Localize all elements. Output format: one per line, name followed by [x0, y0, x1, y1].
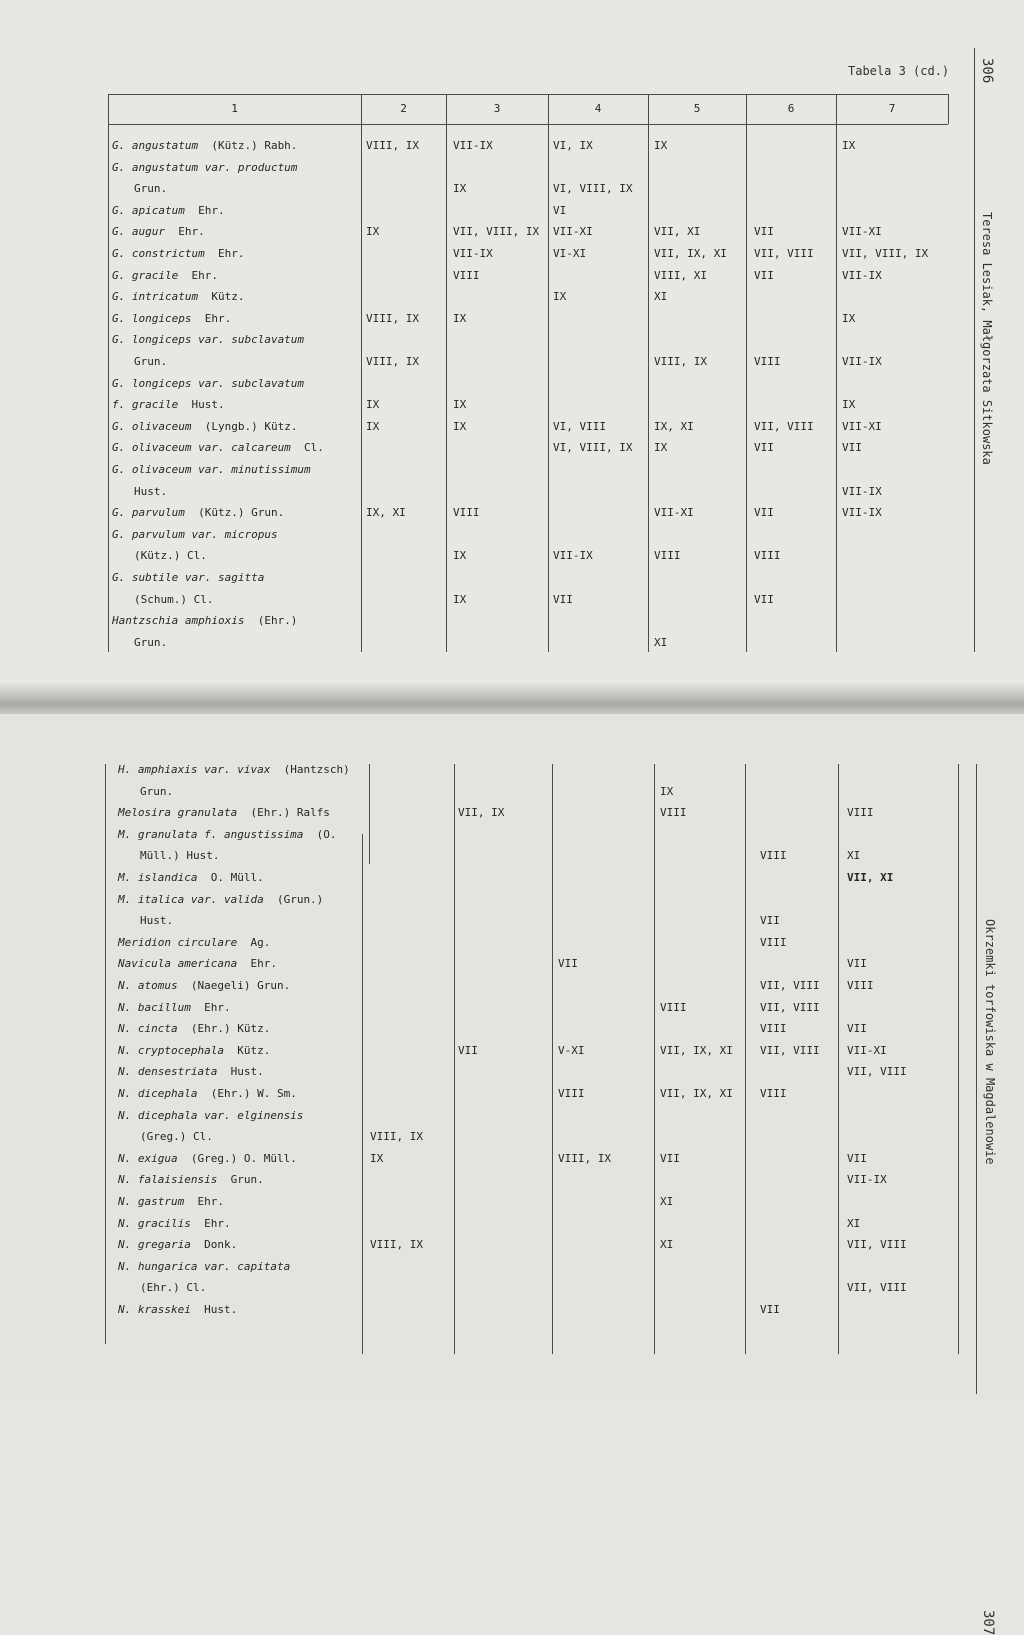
occurrence-cell-col7: VII-XI — [842, 225, 882, 239]
taxon-name: N. bacillum — [118, 1000, 191, 1014]
occurrence-cell-col6: VIII — [754, 549, 781, 563]
taxon-name: N. dicephala — [118, 1087, 198, 1100]
table-row — [0, 590, 1024, 610]
taxon-cell — [118, 1149, 297, 1169]
occurrence-cell-col2: VIII, IX — [370, 1130, 423, 1144]
taxon-author: (Naegeli) Grun. — [177, 979, 291, 992]
taxon-cell — [112, 395, 225, 415]
table-row — [0, 374, 1024, 394]
occurrence-cell-col5: VII, IX, XI — [660, 1043, 733, 1057]
occurrence-cell-col4: VI, VIII — [553, 419, 606, 433]
table-row — [0, 546, 1024, 566]
taxon-author: Müll.) Hust. — [140, 849, 220, 863]
occurrence-cell-col6: VII — [754, 441, 774, 455]
table-row — [0, 1235, 1024, 1255]
taxon-author: Hust. — [190, 1303, 238, 1316]
occurrence-cell-col7: VII — [847, 1022, 867, 1036]
occurrence-cell-col7: IX — [842, 311, 856, 325]
table-row — [0, 438, 1024, 458]
taxon-author: (Hantzsch) — [270, 763, 350, 776]
occurrence-cell-col4: V-XI — [558, 1043, 585, 1057]
occurrence-cell-col3: IX — [453, 311, 467, 325]
occurrence-cell-col7: VII-IX — [842, 506, 882, 520]
taxon-cell — [140, 1278, 206, 1298]
occurrence-cell-col3: VII-IX — [453, 139, 493, 152]
occurrence-cell-col4: VI-XI — [553, 247, 587, 260]
taxon-author: (O. — [303, 827, 337, 841]
occurrence-cell-col6: VII, VIII — [760, 1000, 820, 1014]
taxon-name: G. parvulum var. micropus — [112, 527, 278, 541]
taxon-name: N. gregaria — [118, 1238, 191, 1252]
occurrence-cell-col2: IX — [366, 225, 380, 239]
occurrence-cell-col7: VII-IX — [842, 484, 882, 498]
taxon-author: (Greg.) Cl. — [140, 1130, 213, 1144]
taxon-name: Navicula americana — [118, 957, 238, 971]
occurrence-cell-col7: VII — [847, 957, 867, 971]
taxon-name: N. falaisiensis — [118, 1173, 218, 1187]
occurrence-cell-col6: VII, VIII — [754, 247, 814, 260]
taxon-name: G. augur — [112, 225, 165, 239]
taxon-name: f. gracile — [112, 398, 179, 412]
occurrence-cell-col5: IX — [654, 441, 668, 455]
table-row — [0, 1106, 1024, 1126]
occurrence-cell-col2: IX, XI — [366, 506, 406, 520]
taxon-author: Grun. — [134, 635, 168, 649]
occurrence-cell-col3: IX — [453, 398, 467, 412]
table-row — [0, 136, 1024, 156]
occurrence-cell-col7: VII-IX — [847, 1173, 887, 1187]
taxon-author: (Ehr.) Kütz. — [177, 1022, 271, 1036]
occurrence-cell-col5: XI — [660, 1238, 674, 1252]
taxon-cell — [112, 417, 297, 437]
table-row — [0, 803, 1024, 823]
occurrence-cell-col5: VIII — [654, 549, 681, 563]
taxon-cell — [118, 760, 350, 780]
occurrence-cell-col5: IX, XI — [654, 419, 694, 433]
taxon-cell — [118, 1257, 290, 1277]
table-row — [0, 868, 1024, 888]
taxon-name: N. atomus — [118, 979, 178, 992]
occurrence-cell-col6: VII — [760, 1303, 780, 1316]
taxon-author: Hust. — [178, 398, 225, 412]
taxon-cell — [134, 352, 167, 372]
occurrence-cell-col7: VII, VIII — [847, 1281, 907, 1295]
occurrence-cell-col7: VII-IX — [842, 268, 882, 282]
occurrence-cell-col7: VII, VIII — [847, 1065, 907, 1079]
taxon-author: Ehr. — [178, 268, 218, 282]
occurrence-cell-col4: VIII — [558, 1087, 585, 1100]
taxon-author: Ehr. — [184, 203, 225, 217]
occurrence-cell-col2: VIII, IX — [366, 355, 419, 368]
taxon-cell — [118, 825, 337, 845]
table-row — [0, 417, 1024, 437]
taxon-cell — [112, 611, 297, 631]
taxon-author: Kütz. — [223, 1043, 271, 1057]
taxon-author: Grun. — [140, 784, 174, 798]
taxon-cell — [112, 330, 304, 350]
occurrence-cell-col4: IX — [553, 290, 567, 304]
table-row — [0, 330, 1024, 350]
taxon-author: (Ehr.) — [244, 614, 298, 628]
taxon-author: (Ehr.) Cl. — [140, 1281, 207, 1295]
table-row — [0, 266, 1024, 286]
table-row — [0, 954, 1024, 974]
taxon-author: (Greg.) O. Müll. — [177, 1151, 297, 1165]
header-bottom-rule — [108, 124, 948, 125]
taxon-name: N. cincta — [118, 1022, 178, 1036]
occurrence-cell-col4: VII — [553, 592, 573, 606]
occurrence-cell-col7: VII — [842, 441, 862, 455]
taxon-cell — [118, 868, 264, 888]
table-row — [0, 525, 1024, 545]
taxon-cell — [134, 482, 167, 502]
taxon-cell — [112, 503, 284, 523]
occurrence-cell-col7: VII, VIII — [847, 1238, 907, 1252]
occurrence-cell-col3: IX — [453, 419, 467, 433]
occurrence-cell-col5: VIII, XI — [654, 268, 707, 282]
lower-page — [0, 714, 1024, 1635]
table-row — [0, 782, 1024, 802]
taxon-author: (Ehr.) Ralfs — [237, 806, 330, 820]
table-row — [0, 911, 1024, 931]
taxon-author: Ehr. — [190, 1216, 231, 1230]
taxon-cell — [118, 890, 323, 910]
upper-page — [0, 0, 1024, 690]
taxon-cell — [112, 266, 218, 286]
occurrence-cell-col2: IX — [366, 398, 380, 412]
taxon-author: (Schum.) Cl. — [134, 592, 214, 606]
occurrence-cell-col2: VIII, IX — [366, 311, 419, 325]
table-row — [0, 309, 1024, 329]
occurrence-cell-col7: VII, XI — [847, 871, 894, 884]
column-header-3: 3 — [493, 102, 501, 115]
occurrence-cell-col7: VIII — [847, 979, 874, 992]
table-row — [0, 825, 1024, 845]
occurrence-cell-col5: VIII, IX — [654, 355, 707, 368]
table-row — [0, 633, 1024, 653]
taxon-author: Ehr. — [190, 1000, 231, 1014]
table-row — [0, 1149, 1024, 1169]
taxon-author: (Kütz.) Grun. — [184, 506, 285, 520]
occurrence-cell-col7: VII-XI — [842, 419, 882, 433]
taxon-name: N. exigua — [118, 1151, 178, 1165]
taxon-author: Ehr. — [204, 247, 245, 260]
table-row — [0, 222, 1024, 242]
taxon-author: Ag. — [237, 935, 271, 949]
taxon-name: N. gracilis — [118, 1216, 191, 1230]
taxon-name: G. apicatum — [112, 203, 185, 217]
taxon-cell — [112, 201, 225, 221]
taxon-cell — [118, 1300, 237, 1320]
occurrence-cell-col7: XI — [847, 1216, 861, 1230]
table-row — [0, 179, 1024, 199]
taxon-name: G. parvulum — [112, 506, 185, 520]
taxon-author: Hust. — [140, 914, 174, 928]
taxon-name: Meridion circulare — [118, 935, 238, 949]
taxon-author: Grun. — [134, 182, 168, 196]
occurrence-cell-col3: VII, VIII, IX — [453, 225, 540, 239]
occurrence-cell-col4: VII — [558, 957, 578, 971]
taxon-cell — [112, 374, 304, 394]
taxon-cell — [118, 998, 231, 1018]
occurrence-cell-col3: IX — [453, 549, 467, 563]
occurrence-cell-col3: VII — [458, 1043, 478, 1057]
table-row — [0, 460, 1024, 480]
occurrence-cell-col5: VII, IX, XI — [654, 247, 727, 260]
taxon-cell — [118, 1235, 237, 1255]
column-rule — [948, 94, 949, 124]
taxon-cell — [134, 179, 167, 199]
occurrence-cell-col7: XI — [847, 849, 861, 863]
taxon-cell — [118, 1062, 264, 1082]
table-row — [0, 201, 1024, 221]
table-row — [0, 1300, 1024, 1320]
occurrence-cell-col3: VIII — [453, 506, 480, 520]
occurrence-cell-col3: IX — [453, 592, 467, 606]
column-header-6: 6 — [787, 102, 795, 115]
occurrence-cell-col5: VII — [660, 1151, 680, 1165]
table-row — [0, 287, 1024, 307]
taxon-name: N. krasskei — [118, 1303, 191, 1316]
taxon-author: Ehr. — [164, 225, 205, 239]
taxon-name: G. angustatum — [112, 139, 199, 152]
occurrence-cell-col7: VII, VIII, IX — [842, 247, 929, 260]
taxon-name: N. cryptocephala — [118, 1043, 224, 1057]
occurrence-cell-col7: VIII — [847, 806, 874, 820]
taxon-cell — [118, 976, 290, 996]
occurrence-cell-col6: VIII — [760, 1022, 787, 1036]
taxon-name: N. dicephala var. elginensis — [118, 1108, 304, 1122]
occurrence-cell-col5: XI — [654, 290, 668, 304]
occurrence-cell-col2: VIII, IX — [366, 139, 419, 152]
table-row — [0, 611, 1024, 631]
column-header-1: 1 — [231, 102, 238, 115]
occurrence-cell-col7: VII-XI — [847, 1043, 887, 1057]
taxon-name: G. gracile — [112, 268, 179, 282]
table-row — [0, 1019, 1024, 1039]
occurrence-cell-col2: IX — [366, 419, 380, 433]
taxon-cell — [118, 803, 330, 823]
taxon-cell — [112, 438, 324, 458]
occurrence-cell-col4: VIII, IX — [558, 1151, 611, 1165]
occurrence-cell-col7: IX — [842, 139, 856, 152]
taxon-name: N. gastrum — [118, 1195, 185, 1208]
table-row — [0, 1062, 1024, 1082]
table-row — [0, 933, 1024, 953]
table-row — [0, 998, 1024, 1018]
taxon-cell — [118, 933, 270, 953]
occurrence-cell-col6: VII — [754, 592, 774, 606]
taxon-cell — [118, 1214, 231, 1234]
taxon-author: Grun. — [134, 355, 168, 368]
taxon-name: G. constrictum — [112, 247, 205, 260]
occurrence-cell-col7: IX — [842, 398, 856, 412]
table-row — [0, 1084, 1024, 1104]
taxon-name: M. granulata f. angustissima — [118, 827, 304, 841]
taxon-author: (Grun.) — [263, 892, 324, 906]
occurrence-cell-col5: VIII — [660, 1000, 687, 1014]
taxon-name: M. italica var. valida — [118, 892, 264, 906]
taxon-author: Ehr. — [237, 957, 277, 971]
occurrence-cell-col3: VII-IX — [453, 247, 493, 260]
column-header-7: 7 — [888, 102, 896, 115]
occurrence-cell-col6: VII — [754, 506, 774, 520]
occurrence-cell-col3: IX — [453, 182, 467, 196]
taxon-name: N. densestriata — [118, 1065, 218, 1079]
taxon-cell — [112, 568, 264, 588]
table-row — [0, 158, 1024, 178]
taxon-author: Cl. — [290, 441, 324, 455]
taxon-cell — [140, 1127, 213, 1147]
taxon-cell — [112, 287, 244, 307]
taxon-name: G. longiceps var. subclavatum — [112, 376, 305, 390]
taxon-author: (Lyngb.) Kütz. — [191, 419, 298, 433]
occurrence-cell-col7: VII-IX — [842, 355, 882, 368]
taxon-author: Ehr. — [191, 311, 232, 325]
page-number-bottom: 307 — [980, 1610, 996, 1635]
occurrence-cell-col5: VII-XI — [654, 506, 694, 520]
column-header-2: 2 — [400, 102, 407, 115]
occurrence-cell-col2: IX — [370, 1151, 384, 1165]
occurrence-cell-col2: VIII, IX — [370, 1238, 423, 1252]
taxon-name: G. subtile var. sagitta — [112, 571, 265, 584]
taxon-cell — [118, 954, 277, 974]
taxon-name: G. longiceps var. subclavatum — [112, 333, 305, 347]
occurrence-cell-col6: VIII — [760, 1087, 787, 1100]
table-row — [0, 846, 1024, 866]
taxon-name: N. hungarica var. capitata — [118, 1259, 291, 1273]
occurrence-cell-col3: VII, IX — [458, 806, 505, 820]
occurrence-cell-col6: VII — [754, 268, 774, 282]
occurrence-cell-col6: VII — [754, 225, 774, 239]
taxon-name: G. olivaceum — [112, 419, 192, 433]
occurrence-cell-col6: VIII — [760, 935, 787, 949]
taxon-cell — [112, 525, 278, 545]
table-row — [0, 890, 1024, 910]
column-header-4: 4 — [594, 102, 602, 115]
occurrence-cell-col6: VII — [760, 914, 780, 928]
taxon-author: Ehr. — [184, 1195, 224, 1208]
taxon-cell — [134, 590, 213, 610]
taxon-cell — [134, 546, 207, 566]
taxon-cell — [112, 136, 297, 156]
table-row — [0, 760, 1024, 780]
taxon-author: Hust. — [134, 484, 168, 498]
occurrence-cell-col4: VI, VIII, IX — [553, 441, 633, 455]
occurrence-cell-col6: VII, VIII — [760, 1043, 820, 1057]
taxon-author: Hust. — [217, 1065, 264, 1079]
taxon-author: O. Müll. — [197, 871, 264, 884]
occurrence-cell-col5: XI — [660, 1195, 674, 1208]
table-row — [0, 1170, 1024, 1190]
taxon-cell — [112, 309, 231, 329]
table-caption: Tabela 3 (cd.) — [848, 64, 950, 78]
taxon-cell — [140, 782, 173, 802]
occurrence-cell-col3: VIII — [453, 268, 480, 282]
taxon-cell — [118, 1106, 303, 1126]
taxon-name: G. longiceps — [112, 311, 192, 325]
table-row — [0, 1278, 1024, 1298]
occurrence-cell-col5: IX — [660, 784, 674, 798]
table-row — [0, 1041, 1024, 1061]
occurrence-cell-col5: IX — [654, 139, 668, 152]
occurrence-cell-col4: VI — [553, 203, 567, 217]
taxon-author: (Kütz.) Rabh. — [198, 139, 298, 152]
running-head-top: Teresa Lesiak, Małgorzata Sitkowska — [980, 212, 994, 465]
table-row — [0, 568, 1024, 588]
page-number-top: 306 — [979, 58, 995, 84]
occurrence-cell-col6: VIII — [754, 355, 781, 368]
table-row — [0, 352, 1024, 372]
taxon-cell — [118, 1041, 270, 1061]
occurrence-cell-col5: VII, XI — [654, 225, 701, 239]
taxon-author: Grun. — [217, 1173, 264, 1187]
taxon-name: G. angustatum var. productum — [112, 160, 298, 174]
taxon-name: G. olivaceum var. minutissimum — [112, 463, 311, 476]
taxon-cell — [112, 158, 297, 178]
table-row — [0, 1257, 1024, 1277]
column-header-5: 5 — [693, 102, 701, 115]
table-row — [0, 1214, 1024, 1234]
occurrence-cell-col4: VII-IX — [553, 549, 593, 563]
occurrence-cell-col7: VII — [847, 1151, 867, 1165]
taxon-author: (Ehr.) W. Sm. — [197, 1087, 297, 1100]
table-row — [0, 1127, 1024, 1147]
taxon-cell — [112, 460, 311, 480]
occurrence-cell-col6: VII, VIII — [760, 979, 820, 992]
table-row — [0, 395, 1024, 415]
occurrence-cell-col4: VI, IX — [553, 139, 593, 152]
taxon-author: Kütz. — [198, 290, 245, 304]
table-row — [0, 244, 1024, 264]
taxon-cell — [118, 1084, 297, 1104]
taxon-cell — [118, 1019, 270, 1039]
occurrence-cell-col4: VII-XI — [553, 225, 593, 239]
taxon-author: Donk. — [190, 1238, 238, 1252]
occurrence-cell-col6: VII, VIII — [754, 419, 814, 433]
taxon-cell — [134, 633, 167, 653]
taxon-name: Hantzschia amphioxis — [112, 614, 245, 628]
table-row — [0, 1192, 1024, 1212]
taxon-cell — [118, 1192, 224, 1212]
taxon-name: Melosira granulata — [118, 806, 238, 820]
taxon-cell — [112, 244, 244, 264]
taxon-author: (Kütz.) Cl. — [134, 549, 207, 563]
taxon-cell — [112, 222, 205, 242]
table-row — [0, 482, 1024, 502]
taxon-name: G. olivaceum var. calcareum — [112, 441, 291, 455]
taxon-name: G. intricatum — [112, 290, 199, 304]
table-row — [0, 503, 1024, 523]
occurrence-cell-col5: XI — [654, 635, 668, 649]
occurrence-cell-col4: VI, VIII, IX — [553, 182, 633, 196]
taxon-name: H. amphiaxis var. vivax — [118, 763, 271, 776]
taxon-cell — [118, 1170, 264, 1190]
taxon-cell — [140, 846, 219, 866]
occurrence-cell-col5: VIII — [660, 806, 687, 820]
occurrence-cell-col6: VIII — [760, 849, 787, 863]
taxon-name: M. islandica — [118, 871, 198, 884]
running-head-bottom: Okrzemki torfowiska w Magdalenowie — [983, 919, 997, 1165]
taxon-cell — [140, 911, 173, 931]
table-row — [0, 976, 1024, 996]
occurrence-cell-col5: VII, IX, XI — [660, 1087, 733, 1100]
